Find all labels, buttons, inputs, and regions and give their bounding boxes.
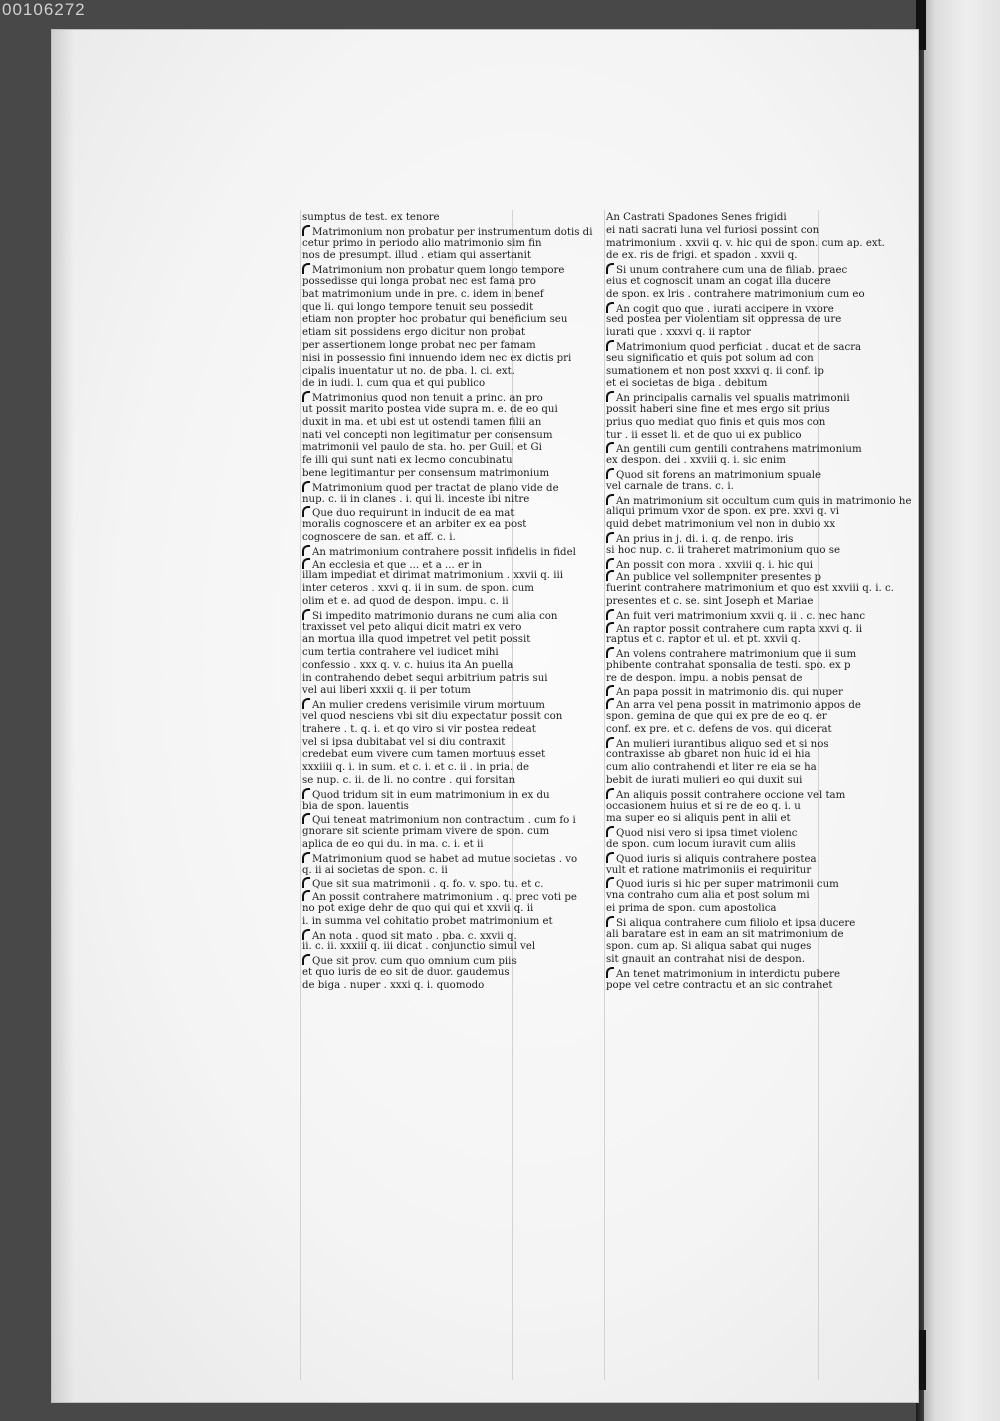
manuscript-line: An gentili cum gentili contrahens matrimonium [606, 442, 832, 455]
manuscript-line: Matrimonium non probatur quem longo tempore [302, 263, 528, 276]
manuscript-line: de spon. ex lris . contrahere matrimonium cum eo [606, 288, 865, 300]
manuscript-line: An ecclesia et que ... et a ... er in [302, 558, 528, 571]
manuscript-line: etiam sit possidens ergo dicitur non probat [302, 327, 526, 339]
manuscript-line: et quo iuris de eo sit de duor. gaudemus [302, 967, 510, 979]
manuscript-line: moralis cognoscere et an arbiter ex ea post [302, 519, 527, 531]
manuscript-line: An papa possit in matrimonio dis. qui nuper [606, 685, 832, 698]
page-edge-shading [52, 30, 74, 1402]
manuscript-line: spon. cum ap. Si aliqua sabat qui nuges [606, 941, 812, 953]
manuscript-line: An prius in j. di. i. q. de renpo. iris [606, 532, 832, 545]
manuscript-line: de biga . nuper . xxxi q. i. quomodo [302, 979, 485, 991]
manuscript-line: raptus et c. raptor et ul. et pt. xxvii q. [606, 634, 801, 646]
adjacent-page-strip [918, 0, 1000, 1421]
manuscript-line: ei nati sacrati luna vel furiosi possint con [606, 224, 820, 236]
manuscript-line: aplica de eo qui du. in ma. c. i. et ii [302, 839, 484, 851]
manuscript-line: aliqui primum vxor de spon. ex pre. xxvi q. vi [606, 506, 840, 518]
manuscript-line: si hoc nup. c. ii traheret matrimonium quo se [606, 544, 841, 556]
manuscript-line: phibente contrahat sponsalia de testi. spo. ex p [606, 659, 851, 671]
manuscript-line: bat matrimonium unde in pre. c. idem in benef [302, 288, 544, 300]
manuscript-line: xxxiiii q. i. in sum. et c. i. et c. ii . in pria. de [302, 762, 530, 774]
manuscript-line: An matrimonium sit occultum cum quis in matrimonio he [606, 494, 832, 507]
manuscript-line: Matrimonium quod per tractat de plano vide de [302, 481, 528, 494]
manuscript-line: ex despon. dei . xxviii q. i. sic enim [606, 455, 786, 467]
manuscript-line: matrimonii vel paulo de sta. ho. per Guil. et Gi [302, 442, 542, 454]
manuscript-line: i. in summa vel cohitatio probet matrimonium et [302, 915, 553, 927]
manuscript-line: Que sit prov. cum quo omnium cum piis [302, 954, 528, 967]
manuscript-line: ei prima de spon. cum apostolica [606, 903, 777, 915]
manuscript-line: sumptus de test. ex tenore [302, 212, 440, 223]
manuscript-line: trahere . t. q. i. et qo viro si vir postea redeat [302, 723, 536, 735]
manuscript-line: vel aui liberi xxxii q. ii per totum [302, 685, 471, 697]
manuscript-line: cognoscere de san. et aff. c. i. [302, 531, 456, 543]
manuscript-line: fuerint contrahere matrimonium et quo est xxviii q. i. c. [606, 583, 894, 595]
manuscript-line: An possit con mora . xxviii q. i. hic qui [606, 558, 832, 571]
manuscript-line: duxit in ma. et ubi est ut ostendi tamen filii an [302, 416, 542, 428]
manuscript-line: nati vel concepti non legitimatur per consensum [302, 429, 553, 441]
manuscript-line: An mulier credens verisimile virum mortuum [302, 698, 528, 711]
manuscript-line: nisi in possessio fini innuendo idem nec ex dictis pri [302, 352, 572, 364]
manuscript-line: confessio . xxx q. v. c. huius ita An puella [302, 659, 514, 671]
manuscript-line: An possit contrahere matrimonium . q. prec voti pe [302, 890, 528, 903]
manuscript-line: An tenet matrimonium in interdictu pubere [606, 967, 832, 980]
manuscript-line: eius et cognoscit unam an cogat illa ducere [606, 275, 831, 287]
manuscript-line: cum alio contrahendi et liter re eia se ha [606, 762, 817, 774]
text-column-right [606, 212, 912, 993]
manuscript-line: credebat eum vivere cum tamen mortuus esset [302, 749, 546, 761]
manuscript-line: conf. ex pre. et c. defens de vos. qui dicerat [606, 723, 832, 735]
manuscript-line: An arra vel pena possit in matrimonio appos de [606, 698, 832, 711]
manuscript-line: An fuit veri matrimonium xxvii q. ii . c. nec hanc [606, 609, 832, 622]
manuscript-line: spon. gemina de que qui ex pre de eo q. er [606, 711, 827, 723]
manuscript-line: cum tertia contrahere vel iudicet mihi [302, 647, 499, 659]
manuscript-line: Si aliqua contrahere cum filiolo et ipsa ducere [606, 916, 832, 929]
manuscript-line: tur . ii esset li. et de quo ui ex publico [606, 429, 802, 441]
manuscript-line: et ei societas de biga . debitum [606, 378, 768, 390]
manuscript-line: Que duo requirunt in inducit de ea mat [302, 506, 528, 519]
manuscript-line: bene legitimantur per consensum matrimonium [302, 467, 550, 479]
manuscript-line: Quod tridum sit in eum matrimonium in ex du [302, 788, 528, 801]
manuscript-line: Quod iuris si aliquis contrahere postea [606, 852, 832, 865]
manuscript-line: Matrimonium quod perficiat . ducat et de sacra [606, 340, 832, 353]
manuscript-line: Si unum contrahere cum una de filiab. praec [606, 263, 832, 276]
manuscript-line: matrimonium . xxvii q. v. hic qui de spon. cum ap. ext. [606, 237, 885, 249]
manuscript-line: occasionem huius et si re de eo q. i. u [606, 800, 801, 812]
manuscript-line: gnorare sit sciente primam vivere de spon. cum [302, 826, 550, 838]
manuscript-line: de spon. cum locum iuravit cum aliis [606, 839, 796, 851]
manuscript-line: ii. c. ii. xxxiii q. iii dicat . conjunctio simul vel [302, 941, 536, 953]
manuscript-line: presentes et c. se. sint Joseph et Mariae [606, 595, 814, 607]
manuscript-line: An nota . quod sit mato . pba. c. xxvii q. [302, 929, 528, 942]
manuscript-line: seu significatio et quis pot solum ad con [606, 352, 814, 364]
manuscript-line: que li. qui longo tempore tenuit seu possedit [302, 301, 534, 313]
manuscript-line: bia de spon. lauentis [302, 800, 409, 812]
manuscript-line: Quod sit forens an matrimonium spuale [606, 468, 832, 481]
manuscript-line: sumationem et non post xxxvi q. ii conf. ip [606, 365, 824, 377]
text-column-left [302, 212, 593, 993]
manuscript-line: vel quod nesciens vbi sit diu expectatur possit con [302, 711, 563, 723]
manuscript-line: An volens contrahere matrimonium que ii sum [606, 647, 832, 660]
manuscript-line: vel si ipsa dubitabat vel si diu contraxit [302, 736, 506, 748]
manuscript-line: sit gnauit an contrahat nisi de despon. [606, 954, 805, 966]
manuscript-line: cipalis inuentatur ut no. de pba. l. ci. ext. [302, 365, 515, 377]
manuscript-line: bebit de iurati mulieri eo qui duxit sui [606, 775, 803, 787]
manuscript-line: an mortua illa quod impetret vel petit possit [302, 634, 531, 646]
manuscript-line: ma super eo si aliquis pent in alii et [606, 813, 791, 825]
manuscript-line: nos de presumpt. illud . etiam qui assertanit [302, 250, 531, 262]
manuscript-line: possit haberi sine fine et mes ergo sit prius [606, 403, 830, 415]
manuscript-line: An matrimonium contrahere possit infidelis in fidel [302, 545, 528, 558]
manuscript-line: Quod nisi vero si ipsa timet violenc [606, 826, 832, 839]
manuscript-line: prius quo mediat quo finis et quis mos con [606, 416, 826, 428]
manuscript-line: An aliquis possit contrahere occione vel tam [606, 788, 832, 801]
manuscript-line: Matrimonium quod se habet ad mutue societas . vo [302, 852, 528, 865]
manuscript-line: Que sit sua matrimonii . q. fo. v. spo. tu. et c. [302, 877, 528, 890]
manuscript-line: An Castrati Spadones Senes frigidi [606, 212, 787, 223]
manuscript-line: An publice vel sollempniter presentes p [606, 570, 832, 583]
manuscript-line: traxisset vel peto aliqui dicit matri ex vero [302, 621, 522, 633]
manuscript-line: etiam non propter hoc probatur qui beneficium seu [302, 314, 568, 326]
manuscript-line: An raptor possit contrahere cum rapta xxvi q. ii [606, 622, 832, 635]
manuscript-line: An mulieri iurantibus aliquo sed et si nos [606, 737, 832, 750]
manuscript-line: olim et e. ad quod de despon. impu. c. ii [302, 595, 509, 607]
manuscript-line: sed postea per violentiam sit oppressa de ure [606, 314, 842, 326]
manuscript-line: de ex. ris de frigi. et spadon . xxvii q. [606, 250, 798, 262]
manuscript-line: q. ii ai societas de spon. c. ii [302, 864, 448, 876]
manuscript-line: Matrimonium non probatur per instrumentum dotis di [302, 225, 528, 238]
manuscript-line: se nup. c. ii. de li. no contre . qui forsitan [302, 775, 516, 787]
manuscript-line: inter ceteros . xxvi q. ii in sum. de spon. cum [302, 583, 534, 595]
manuscript-line: nup. c. ii in clanes . i. qui li. inceste ibi nitre [302, 493, 530, 505]
manuscript-line: An cogit quo que . iurati accipere in vxore [606, 302, 832, 315]
scan-id-label: 00106272 [2, 0, 86, 19]
manuscript-line: illam impediat et dirimat matrimonium . xxvii q. iii [302, 570, 564, 582]
manuscript-line: pope vel cetre contractu et an sic contrahet [606, 979, 833, 991]
manuscript-line: vult et ratione matrimoniis ei requiritur [606, 864, 812, 876]
manuscript-line: ali baratare est in eam an sit matrimonium de [606, 928, 844, 940]
manuscript-line: An principalis carnalis vel spualis matrimonii [606, 391, 832, 404]
ruling-line [300, 210, 301, 1380]
manuscript-line: quid debet matrimonium vel non in dubio xx [606, 519, 836, 531]
manuscript-line: Si impedito matrimonio durans ne cum alia con [302, 609, 528, 622]
manuscript-line: ut possit marito postea vide supra m. e. de eo qui [302, 403, 558, 415]
manuscript-line: vna contraho cum alia et post solum mi [606, 890, 810, 902]
manuscript-line: possedisse qui longa probat nec est fama pro [302, 275, 536, 287]
manuscript-line: iurati que . xxxvi q. ii raptor [606, 327, 751, 339]
manuscript-line: fe illi qui sunt nati ex lecmo concubinatu [302, 455, 513, 467]
manuscript-line: Qui teneat matrimonium non contractum . cum fo i [302, 813, 528, 826]
ruling-line [604, 210, 605, 1380]
manuscript-line: vel carnale de trans. c. i. [606, 480, 734, 492]
manuscript-line: re de despon. impu. a nobis pensat de [606, 672, 803, 684]
manuscript-line: in contrahendo debet sequi arbitrium patris sui [302, 672, 548, 684]
manuscript-line: no pot exige dehr de quo qui qui et xxvii q. ii [302, 903, 534, 915]
manuscript-line: contraxisse ab gbaret non huic id ei hia [606, 749, 811, 761]
manuscript-line: cetur primo in periodo alio matrimonio sim fin [302, 237, 542, 249]
manuscript-line: de in iudi. l. cum qua et qui publico [302, 378, 486, 390]
manuscript-line: per assertionem longe probat nec per famam [302, 339, 536, 351]
manuscript-line: Quod iuris si hic per super matrimonii cum [606, 877, 832, 890]
manuscript-line: Matrimonius quod non tenuit a princ. an pro [302, 391, 528, 404]
